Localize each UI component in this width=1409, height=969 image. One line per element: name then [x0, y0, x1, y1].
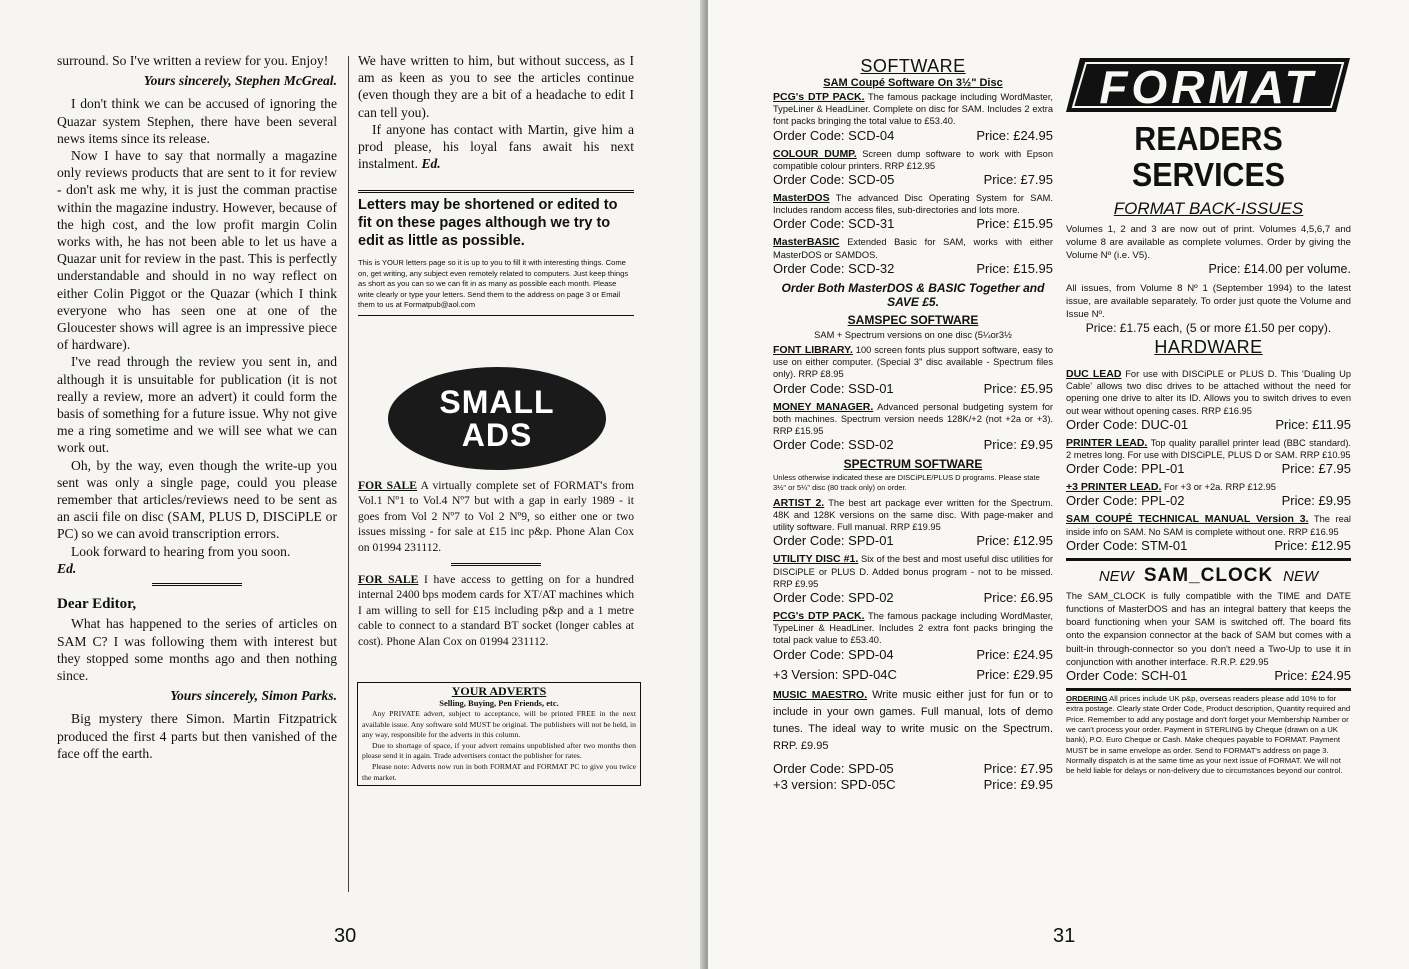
product-item: [773, 91, 1053, 128]
reply-text: Now I have to say that normally a magazine only reviews products that are sent to it for review - don't ask me why, it is just the comman practise within the magazine industry. However, because of the high cost, and the low profit margin Colin works with, he has not been able to let us have a Quazar unit for review in the past. This is perfectly understandable and should in no way reflect on either Colin Piggot or the Quazar (which I think everyone who has seen one at one of the Gloucester shows will agree is an impressive piece of hardware).: [57, 148, 337, 353]
product-item: [773, 148, 1053, 172]
order-price: Price: £12.95: [976, 533, 1053, 549]
order-price: Price: £29.95: [976, 666, 1053, 682]
product-desc: Screen dump software to work with Epson compatible colour printers. RRP £12.95: [773, 148, 1053, 171]
order-code: Order Code: SSD-02: [773, 437, 894, 453]
letters-notice: [358, 190, 634, 316]
product-desc: Write music either just for fun or to include in your own games. Full manual, lots of demo tunes. The ideal way to write music on the Spectrum. RRP. £9.95: [773, 688, 1053, 752]
product-name: SAM COUPÉ TECHNICAL MANUAL Version 3.: [1066, 513, 1309, 526]
hardware-heading: HARDWARE: [1154, 337, 1263, 357]
product-desc: The advanced Disc Operating System for SAM. Includes random access files, sub-directories and lots more.: [773, 193, 1053, 216]
back-issues-price: Price: £1.75 each, (5 or more £1.50 per copy).: [1085, 321, 1332, 335]
order-line: [773, 533, 1053, 549]
product-name: DUC LEAD: [1066, 368, 1122, 380]
product-desc: 100 screen fonts plus support software, easy to use on either computer. (Special 3" disc available - Spectrum files only). RRP £8.95: [773, 345, 1053, 380]
product-desc: For +3 or +2a. RRP £12.95: [1161, 482, 1276, 493]
notice-heading: Letters may be shortened or edited to fit on these pages although we try to edit as little as possible.: [358, 190, 634, 250]
back-issues-heading: FORMAT BACK-ISSUES: [1113, 199, 1304, 218]
reply-text: I've read through the review you sent in, and although it is unsuitable for publication (it is not really a review, more an advert) it could form the basis of something for a future issue. Why not give me a ring sometime and we will see what we can work out.: [57, 354, 337, 456]
product-name: MasterBASIC: [773, 236, 840, 249]
format-logo: [1066, 56, 1351, 114]
order-price: Price: £12.95: [1274, 537, 1351, 553]
ordering-text: All prices include UK p&p, overseas readers please add 10% to for extra postage. Clearly state Order Code, Product description, Quantity required and Price. Remember to add any postage and don't forget your Membership Number or we can't process your order. Payment in STERLING by Cheque (drawn on a UK bank), P.O. Euro Cheque or Cash. Make cheques payable to FORMAT. Payment MUST be in same envelope as order. Send to FORMAT's address on page 3. Normally dispatch is at the same time as your next issue of FORMAT. We will not be held liable for delays or non-delivery due to circumstances beyond our control.: [1066, 694, 1351, 776]
product-item: [1066, 513, 1351, 537]
sam-software-subheading: SAM Coupé Software On 3½" Disc: [823, 77, 1003, 89]
order-line: [1066, 493, 1351, 509]
order-code: Order Code: SSD-01: [773, 380, 894, 396]
order-line: [773, 761, 1053, 777]
box-text: Any PRIVATE advert, subject to acceptance, will be printed FREE in the next available issue. Any software sold MUST be original. The publishers will not be held, in any way, responsible for the adverts in this column.: [362, 709, 636, 740]
readers-services-column: [1066, 56, 1351, 780]
product-name: +3 PRINTER LEAD.: [1066, 481, 1162, 494]
sam-clock-heading: [1066, 558, 1351, 587]
product-item: [773, 192, 1053, 216]
column-divider: [348, 56, 349, 892]
order-price: Price: £24.95: [976, 127, 1053, 143]
reply-text: I don't think we can be accused of ignoring the Quazar system Stephen, there have been several news items since its release.: [57, 96, 337, 146]
ordering-info: [1066, 694, 1351, 776]
small-ads-word-1: SMALL: [439, 383, 555, 420]
spectrum-subheading: SPECTRUM SOFTWARE: [843, 457, 983, 472]
order-code: Order Code: SCH-01: [1066, 668, 1188, 684]
separator: [152, 583, 242, 586]
samspec-list: [773, 344, 1053, 453]
right-page: [708, 0, 1409, 969]
product-desc: The famous package including WordMaster, TypeLiner & HeadLiner. Complete on disc for SAM. Includes 2 extra font packs bringing the total value to £53.40.: [773, 92, 1053, 127]
order-code: Order Code: PPL-01: [1066, 461, 1185, 477]
small-ads-list: [358, 478, 634, 649]
product-name: UTILITY DISC #1.: [773, 553, 859, 566]
product-desc: Top quality parallel printer lead (BBC standard). 2 metres long. For use with DISCiPLE, PLUS D or SAM. RRP £10.95: [1066, 437, 1352, 461]
product-desc: The real inside info on SAM. No SAM is complete without one. RRP £16.95: [1066, 514, 1351, 537]
product-name: PRINTER LEAD.: [1066, 436, 1148, 449]
product-item: [773, 553, 1053, 590]
order-price: Price: £7.95: [983, 172, 1053, 188]
ad-text: I have access to getting on for a hundred internal 2400 bps modem cards for XT/AT machines which I am willing to sell for £15 including p&p and a 1 metre cable to connect to a standard BT socket (longer cables at cost). Phone Alan Cox on 01994 231112.: [358, 573, 634, 648]
reply-text-body: If anyone has contact with Martin, give him a prod please, his loyal fans await his next instalment.: [358, 121, 634, 172]
order-line: [773, 261, 1053, 277]
box-title: YOUR ADVERTS: [451, 684, 547, 698]
small-ad: [358, 572, 634, 649]
product-desc: For use with DISCiPLE or PLUS D. This 'Dualing Up Cable' allows two disc drives to be attached without the need for opening one drive to alter its ID. Allows you to switch drives to even out wear without opening cases. RRP £16.95: [1066, 369, 1352, 416]
order-price: Price: £5.95: [983, 380, 1053, 396]
software-column: [773, 56, 1053, 797]
reply-text: We have written to him, but without success, as I am as keen as you to see the articles continue (even though they are a bit of a headache to edit I can tell you).: [358, 53, 634, 120]
back-issues-text: Volumes 1, 2 and 3 are now out of print. Volumes 4,5,6,7 and volume 8 are available as complete volumes. Order by giving the Volume Nº (i.e. V5).: [1066, 224, 1351, 261]
sam-clock-desc: The SAM_CLOCK is fully compatible with the TIME and DATE functions of MasterDOS and has an integral battery that keeps the board functioning when your SAM is switched off. The board fits onto the expansion connector at the back of SAM but comes with a built-in through-connector so you don't need a Two-Up to use it in conjunction with another interface. R.R.P. £29.95: [1066, 589, 1351, 667]
order-line: [1066, 538, 1351, 554]
reply-text: Look forward to hearing from you soon.: [71, 543, 291, 559]
order-line: [773, 647, 1053, 663]
save-note: Order Both MasterDOS & BASIC Together and SAVE £5.: [781, 280, 1045, 309]
order-price: Price: £7.95: [983, 760, 1053, 776]
ordering-heading: ORDERING: [1066, 694, 1108, 704]
signature: Yours sincerely, Stephen McGreal.: [143, 73, 337, 89]
order-code: Order Code: SPD-05: [773, 760, 894, 776]
small-ad: [358, 478, 634, 555]
order-code: Order Code: STM-01: [1066, 537, 1188, 553]
new-label: NEW: [1283, 567, 1319, 585]
product-name: MONEY MANAGER.: [773, 400, 874, 413]
product-name: PCG's DTP PACK.: [773, 91, 865, 103]
product-item: [1066, 437, 1351, 461]
order-code: Order Code: SCD-31: [773, 216, 895, 232]
letters-column-2: [358, 52, 634, 316]
readers-services-title: READERS SERVICES: [1131, 120, 1285, 193]
order-code: Order Code: SCD-04: [773, 127, 895, 143]
notice-text: This is YOUR letters page so it is up to you to fill it with interesting things. Come on, get writing, any subject even remotely related to computers. Just keep things as short as you can so we can fit in as many as possible each month. Please write clearly or type your letters. Send them to the address on page 3 or Email them to us at Formatpub@aol.com: [358, 258, 629, 310]
product-desc: Six of the best and most useful disc utilities for DISCiPLE or PLUS D. Added bonus program - not to be missed. RRP £9.95: [773, 554, 1053, 589]
signature: Yours sincerely, Simon Parks.: [170, 688, 337, 704]
notice-rule: [358, 315, 634, 316]
order-code: Order Code: DUC-01: [1066, 416, 1189, 432]
order-price: Price: £7.95: [1281, 461, 1351, 477]
order-line: [773, 437, 1053, 453]
product-item: [1066, 368, 1351, 417]
order-line: [773, 128, 1053, 144]
letter-text: surround. So I've written a review for you. Enjoy!: [57, 53, 329, 68]
editor-sign: Ed.: [57, 560, 77, 576]
product-desc: Extended Basic for SAM, works with either MasterDOS or SAMDOS.: [773, 237, 1053, 260]
ad-heading: FOR SALE: [358, 573, 419, 587]
order-line: [1066, 461, 1351, 477]
product-item: [773, 497, 1053, 534]
back-issues-price: Price: £14.00 per volume.: [1208, 262, 1351, 276]
order-code: Order Code: SPD-02: [773, 590, 894, 606]
order-code: Order Code: SCD-05: [773, 172, 895, 188]
editor-sign: Ed.: [421, 156, 441, 172]
box-subtitle: Selling, Buying, Pen Friends, etc.: [439, 698, 559, 708]
product-item: [773, 401, 1053, 438]
small-ads-badge: [388, 367, 606, 470]
order-line: [773, 667, 1053, 683]
product-name: MasterDOS: [773, 192, 830, 205]
your-adverts-box: [357, 682, 641, 786]
order-code: +3 Version: SPD-04C: [773, 666, 897, 682]
order-price: Price: £9.95: [983, 776, 1053, 792]
order-line: [773, 216, 1053, 232]
page-number: 30: [334, 925, 357, 947]
ad-text: A virtually complete set of FORMAT's from Vol.1 Nº1 to Vol.4 Nº7 but with a gap in early 1989 - it goes from Vol 2 Nº7 to Vol 2 Nº9, so either one or two issues missing - for sale at £15 inc p&p. Phone Alan Cox on 01994 231112.: [358, 479, 634, 554]
samspec-info: SAM + Spectrum versions on one disc (5¼or3½: [814, 329, 1012, 340]
order-line: [773, 172, 1053, 188]
back-issues-text: All issues, from Volume 8 Nº 1 (September 1994) to the latest issue, are available separately. To order just quote the Volume and Issue Nº.: [1066, 283, 1351, 320]
product-name: FONT LIBRARY.: [773, 344, 853, 357]
order-line: [773, 381, 1053, 397]
order-price: Price: £6.95: [983, 590, 1053, 606]
small-ads-word-2: ADS: [461, 416, 533, 453]
product-desc: Advanced personal budgeting system for both machines. Spectrum version needs 128K/+2 (not +2a or +3). RRP £15.95: [773, 401, 1053, 437]
ordering-rule: [1066, 688, 1351, 691]
software-heading: SOFTWARE: [860, 56, 966, 76]
logo-text: FORMAT: [1099, 61, 1317, 113]
order-line: [1066, 417, 1351, 433]
product-item: [773, 610, 1053, 647]
product-item: [1066, 481, 1351, 493]
order-line: [773, 777, 1053, 793]
product-name: ARTIST 2.: [773, 496, 825, 509]
product-item: [773, 236, 1053, 260]
page-number: 31: [1053, 925, 1076, 947]
salutation: Dear Editor,: [57, 596, 137, 613]
spectrum-list: [773, 497, 1053, 663]
order-code: +3 version: SPD-05C: [773, 776, 896, 792]
samspec-subheading: SAMSPEC SOFTWARE: [847, 312, 979, 327]
hardware-list: [1066, 368, 1351, 554]
order-line: [1066, 668, 1351, 684]
order-price: Price: £9.95: [983, 437, 1053, 453]
product-name: PCG's DTP PACK.: [773, 610, 865, 623]
order-price: Price: £24.95: [976, 646, 1053, 662]
product-desc: The best art package ever written for the Spectrum. 48K and 128K versions on the same disc. With page-maker and utility software. Full manual. RRP £19.95: [773, 497, 1053, 533]
order-code: Order Code: PPL-02: [1066, 493, 1185, 509]
order-price: Price: £9.95: [1281, 493, 1351, 509]
new-label: NEW: [1098, 567, 1134, 585]
reply-text: Big mystery there Simon. Martin Fitzpatrick produced the first 4 parts but then vanished of the face off the earth.: [57, 711, 337, 761]
letters-column-1: [57, 52, 337, 762]
product-item: [773, 344, 1053, 381]
reply-text: Oh, by the way, even though the write-up you sent was only a single page, could you please remember that articles/reviews need to be sent as an ascii file on disc (SAM, PLUS D, DISCiPLE or PC) so we can avoid transcription errors.: [57, 457, 337, 542]
order-price: Price: £24.95: [1274, 668, 1351, 684]
box-text: Due to shortage of space, if your advert remains unpublished after two months then please send it in again. Trade advertisers contact the publisher for rates.: [362, 740, 636, 761]
order-code: Order Code: SPD-01: [773, 533, 894, 549]
reply-text: [358, 121, 634, 173]
order-price: Price: £11.95: [1275, 416, 1351, 432]
spectrum-info: Unless otherwise indicated these are DISCiPLE/PLUS D programs. Please state 3½" or 5¼" disc (80 track only) on order.: [773, 473, 1040, 493]
order-price: Price: £15.95: [976, 260, 1053, 276]
product-name: COLOUR DUMP.: [773, 147, 857, 160]
product-desc: The famous package including WordMaster, TypeLiner & HeadLiner. Includes 2 extra font packs bringing the total pack value to £53.40.: [773, 611, 1053, 646]
sam-clock-name: SAM_CLOCK: [1143, 564, 1274, 586]
box-text: Please note: Adverts now run in both FORMAT and FORMAT PC to give you twice the market.: [362, 761, 636, 782]
sam-software-list: [773, 91, 1053, 277]
letter-text: What has happened to the series of articles on SAM C? I was following them with interest but they stopped some months ago and then nothing since.: [57, 616, 337, 683]
ad-heading: FOR SALE: [358, 479, 417, 492]
product-item: [773, 687, 1053, 755]
separator: [451, 563, 541, 566]
order-price: Price: £15.95: [976, 216, 1053, 232]
order-code: Order Code: SCD-32: [773, 260, 895, 276]
product-name: MUSIC MAESTRO.: [773, 688, 868, 701]
order-code: Order Code: SPD-04: [773, 646, 894, 662]
order-line: [773, 590, 1053, 606]
